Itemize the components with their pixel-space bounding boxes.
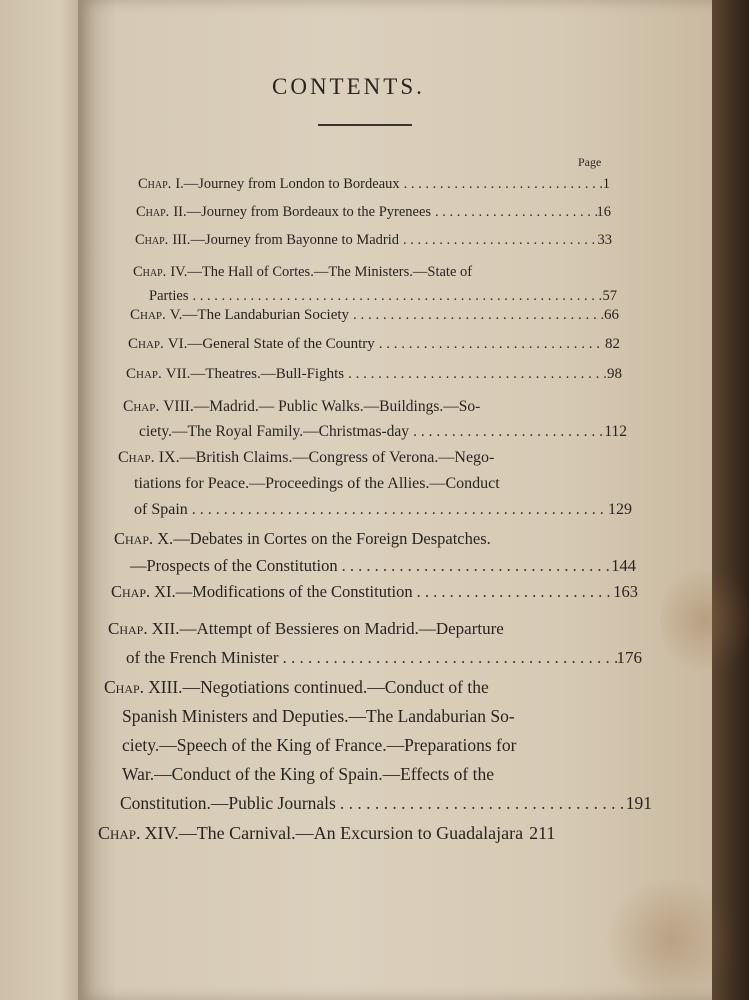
dot-leader bbox=[188, 497, 608, 523]
chap-number: III. bbox=[172, 232, 191, 248]
page-number: 144 bbox=[611, 556, 636, 575]
chap-number: VIII. bbox=[163, 398, 194, 415]
chap-number: IX. bbox=[158, 449, 180, 466]
chap-number: I. bbox=[175, 176, 184, 192]
page-number: 1 bbox=[602, 176, 610, 192]
dot-leader bbox=[400, 176, 603, 193]
chap-number: XIII. bbox=[148, 677, 183, 697]
toc-entry-title: —Debates in Cortes on the Foreign Despatches. bbox=[173, 529, 491, 548]
chap-label: Chap. bbox=[135, 232, 169, 248]
toc-entry-title: War.—Conduct of the King of Spain.—Effects of the bbox=[122, 764, 495, 784]
toc-entry-title: Spanish Ministers and Deputies.—The Landaburian So- bbox=[122, 706, 515, 726]
toc-entry bbox=[138, 176, 610, 193]
chap-label: Chap. bbox=[108, 619, 148, 638]
chap-number: IV. bbox=[170, 264, 188, 280]
toc-entry-title: —Madrid.— Public Walks.—Buildings.—So- bbox=[193, 398, 481, 415]
dot-leader bbox=[344, 365, 607, 383]
toc-entry-title: ciety.—Speech of the King of France.—Preparations for bbox=[122, 735, 517, 755]
chap-number: II. bbox=[173, 204, 187, 220]
toc-entry-title: —Attempt of Bessieres on Madrid.—Departure bbox=[179, 619, 504, 638]
page-number: 129 bbox=[608, 501, 632, 518]
toc-entry-title: —British Claims.—Congress of Verona.—Nego- bbox=[179, 449, 495, 466]
chap-label: Chap. bbox=[114, 529, 154, 548]
page-number: 211 bbox=[529, 823, 556, 843]
toc-entry bbox=[130, 306, 619, 324]
dot-leader bbox=[279, 643, 617, 672]
toc-entry-title: of Spain bbox=[134, 501, 188, 518]
chap-label: Chap. bbox=[123, 398, 160, 415]
chap-label: Chap. bbox=[111, 582, 151, 601]
toc-entry-title: —Journey from Bayonne to Madrid bbox=[190, 232, 400, 248]
chap-number: VI. bbox=[167, 336, 188, 352]
toc-entry-title: —Journey from London to Bordeaux bbox=[183, 176, 400, 192]
page-title: CONTENTS. bbox=[272, 74, 425, 99]
chap-number: V. bbox=[169, 307, 183, 323]
toc-entry bbox=[104, 673, 652, 818]
chap-label: Chap. bbox=[126, 366, 162, 382]
toc-entry bbox=[114, 525, 636, 579]
chap-number: XIV. bbox=[144, 823, 179, 843]
page-number: 98 bbox=[607, 366, 622, 382]
toc-entry-title: —Journey from Bordeaux to the Pyrenees bbox=[186, 204, 432, 220]
page-number: 16 bbox=[596, 204, 611, 220]
toc-entry-title: —The Landaburian Society bbox=[182, 307, 350, 323]
chap-number: XII. bbox=[151, 619, 180, 638]
page-number: 176 bbox=[616, 648, 642, 667]
toc-entry-title: —Prospects of the Constitution bbox=[130, 556, 338, 575]
toc-entry-title: of the French Minister bbox=[126, 648, 279, 667]
toc-entry bbox=[135, 232, 612, 249]
page-number: 112 bbox=[604, 423, 627, 440]
page-column-label: Page bbox=[578, 155, 602, 169]
toc-entry-title: Parties bbox=[149, 288, 189, 304]
dot-leader bbox=[188, 284, 602, 308]
toc-entry-title: —The Carnival.—An Excursion to Guadalajara bbox=[178, 823, 524, 843]
dot-leader bbox=[431, 204, 596, 221]
toc-entry-title: —Theatres.—Bull-Fights bbox=[190, 366, 345, 382]
toc-entry bbox=[133, 260, 617, 308]
dot-leader bbox=[338, 552, 612, 579]
page-number: 163 bbox=[613, 582, 638, 601]
page-number: 191 bbox=[625, 793, 652, 813]
toc-entry-title: ciety.—The Royal Family.—Christmas-day bbox=[139, 423, 410, 440]
toc-entry-title: —The Hall of Cortes.—The Ministers.—State of bbox=[187, 264, 473, 280]
dot-leader bbox=[399, 232, 597, 249]
toc-entry bbox=[128, 335, 620, 353]
page-number: 66 bbox=[604, 307, 619, 323]
chap-number: X. bbox=[157, 529, 174, 548]
toc-entry-title: —Modifications of the Constitution bbox=[175, 582, 413, 601]
chap-label: Chap. bbox=[130, 307, 166, 323]
toc-entry bbox=[126, 365, 622, 383]
chap-number: VII. bbox=[165, 366, 191, 382]
chap-label: Chap. bbox=[118, 449, 155, 466]
dot-leader bbox=[409, 419, 604, 444]
toc-entry bbox=[108, 614, 642, 672]
chap-label: Chap. bbox=[104, 677, 145, 697]
toc-entry-title: Constitution.—Public Journals bbox=[120, 793, 336, 813]
toc-entry-title: —General State of the Country bbox=[187, 336, 375, 352]
toc-entry bbox=[111, 582, 638, 602]
chap-label: Chap. bbox=[98, 823, 141, 843]
page-number: 33 bbox=[597, 232, 612, 248]
toc-entry bbox=[136, 204, 611, 221]
toc-entry bbox=[123, 394, 627, 444]
toc-entry bbox=[98, 822, 656, 844]
page-number: 57 bbox=[602, 288, 617, 304]
chap-label: Chap. bbox=[133, 264, 167, 280]
dot-leader bbox=[375, 335, 605, 353]
dot-leader bbox=[349, 306, 604, 324]
chap-number: XI. bbox=[154, 582, 176, 601]
dot-leader bbox=[336, 789, 626, 818]
toc-entry-title: —Negotiations continued.—Conduct of the bbox=[182, 677, 489, 697]
chap-label: Chap. bbox=[136, 204, 170, 220]
page-number: 82 bbox=[605, 336, 620, 352]
chap-label: Chap. bbox=[138, 176, 172, 192]
chap-label: Chap. bbox=[128, 336, 164, 352]
toc-entry-title: tiations for Peace.—Proceedings of the Allies.—Conduct bbox=[134, 475, 500, 492]
toc-entry bbox=[118, 445, 632, 523]
dot-leader bbox=[413, 582, 614, 602]
